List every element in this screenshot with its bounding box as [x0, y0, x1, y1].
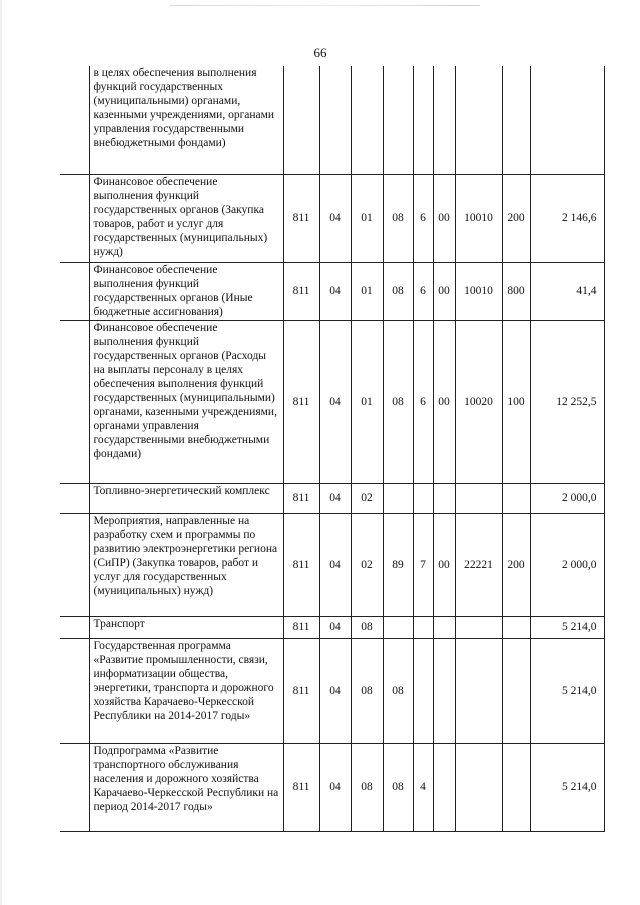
- row-description: Финансовое обеспечение выполнения функций государственных органов (Расходы на выплаты персоналу в целях обеспечения выполнения функций государственных (муниципальными) органами, казенными учреждениями, органами управления государственными внебюджетными фондами): [89, 320, 283, 483]
- amount: 2 146,6: [530, 174, 604, 262]
- amount: 2 000,0: [530, 483, 604, 513]
- expense-type-code: [502, 743, 530, 831]
- program-code: [383, 483, 413, 513]
- ministry-code: 811: [283, 174, 319, 262]
- subprogram-code: [413, 638, 433, 743]
- row-number-cell: [60, 743, 89, 831]
- table-row: [60, 483, 604, 513]
- expense-type-code: 200: [502, 513, 530, 616]
- row-number-cell: [60, 174, 89, 262]
- table-row: [60, 743, 604, 831]
- subsection-code: 08: [351, 616, 383, 638]
- table-row: [60, 320, 604, 483]
- subsection-code: 02: [351, 483, 383, 513]
- ministry-code: 811: [283, 743, 319, 831]
- section-code: [319, 66, 351, 174]
- table-row: [60, 262, 604, 320]
- program-code: [383, 66, 413, 174]
- expense-type-code: 200: [502, 174, 530, 262]
- section-code: 04: [319, 262, 351, 320]
- event-code: 00: [433, 513, 455, 616]
- direction-code: 10020: [455, 320, 502, 483]
- ministry-code: 811: [283, 320, 319, 483]
- direction-code: [455, 483, 502, 513]
- subsection-code: 01: [351, 320, 383, 483]
- subprogram-code: [413, 483, 433, 513]
- event-code: 00: [433, 174, 455, 262]
- ministry-code: 811: [283, 262, 319, 320]
- direction-code: 22221: [455, 513, 502, 616]
- row-description: Государственная программа «Развитие промышленности, связи, информатизации общества, энергетики, транспорта и дорожного хозяйства Карачаево-Черкесской Республики на 2014-2017 годы»: [89, 638, 283, 743]
- subprogram-code: 6: [413, 262, 433, 320]
- event-code: 00: [433, 262, 455, 320]
- subsection-code: 02: [351, 513, 383, 616]
- subprogram-code: [413, 66, 433, 174]
- event-code: [433, 66, 455, 174]
- section-code: 04: [319, 320, 351, 483]
- ministry-code: 811: [283, 616, 319, 638]
- program-code: 08: [383, 638, 413, 743]
- program-code: 89: [383, 513, 413, 616]
- program-code: 08: [383, 174, 413, 262]
- event-code: 00: [433, 320, 455, 483]
- row-description: в целях обеспечения выполнения функций государственных (муниципальными) органами, казенными учреждениями, органами управления государственными внебюджетными фондами): [89, 66, 283, 174]
- amount: 2 000,0: [530, 513, 604, 616]
- table-row: [60, 638, 604, 743]
- ministry-code: [283, 66, 319, 174]
- section-code: 04: [319, 638, 351, 743]
- expense-type-code: [502, 638, 530, 743]
- row-number-cell: [60, 320, 89, 483]
- event-code: [433, 483, 455, 513]
- section-code: 04: [319, 616, 351, 638]
- row-number-cell: [60, 513, 89, 616]
- row-number-cell: [60, 616, 89, 638]
- subsection-code: 01: [351, 174, 383, 262]
- expense-type-code: [502, 616, 530, 638]
- row-description: Топливно-энергетический комплекс: [89, 483, 283, 513]
- event-code: [433, 638, 455, 743]
- direction-code: [455, 616, 502, 638]
- table-row: [60, 513, 604, 616]
- amount: 5 214,0: [530, 743, 604, 831]
- table-row: [60, 174, 604, 262]
- subprogram-code: 4: [413, 743, 433, 831]
- subsection-code: 08: [351, 743, 383, 831]
- section-code: 04: [319, 513, 351, 616]
- amount: 5 214,0: [530, 616, 604, 638]
- subsection-code: 08: [351, 638, 383, 743]
- row-number-cell: [60, 483, 89, 513]
- row-description: Транспорт: [89, 616, 283, 638]
- program-code: 08: [383, 320, 413, 483]
- subsection-code: [351, 66, 383, 174]
- amount: 5 214,0: [530, 638, 604, 743]
- subprogram-code: 7: [413, 513, 433, 616]
- ministry-code: 811: [283, 513, 319, 616]
- section-code: 04: [319, 743, 351, 831]
- row-description: Мероприятия, направленные на разработку схем и программы по развитию электроэнергетики региона (СиПР) (Закупка товаров, работ и услуг для государственных (муниципальных) нужд): [89, 513, 283, 616]
- budget-table: [60, 66, 605, 832]
- scan-artifact-line: [170, 5, 480, 6]
- event-code: [433, 743, 455, 831]
- expense-type-code: [502, 66, 530, 174]
- subprogram-code: 6: [413, 320, 433, 483]
- expense-type-code: 800: [502, 262, 530, 320]
- program-code: [383, 616, 413, 638]
- ministry-code: 811: [283, 483, 319, 513]
- section-code: 04: [319, 174, 351, 262]
- page-number: 66: [313, 45, 327, 60]
- subprogram-code: [413, 616, 433, 638]
- row-description: Финансовое обеспечение выполнения функций государственных органов (Иные бюджетные ассигнования): [89, 262, 283, 320]
- row-number-cell: [60, 66, 89, 174]
- direction-code: [455, 66, 502, 174]
- event-code: [433, 616, 455, 638]
- direction-code: [455, 638, 502, 743]
- table-row: [60, 616, 604, 638]
- expense-type-code: [502, 483, 530, 513]
- program-code: 08: [383, 743, 413, 831]
- row-description: Подпрограмма «Развитие транспортного обслуживания населения и дорожного хозяйства Карачаево-Черкесской Республики на период 2014-2017 годы»: [89, 743, 283, 831]
- ministry-code: 811: [283, 638, 319, 743]
- direction-code: 10010: [455, 262, 502, 320]
- table-row: [60, 66, 604, 174]
- amount: 41,4: [530, 262, 604, 320]
- row-number-cell: [60, 638, 89, 743]
- amount: [530, 66, 604, 174]
- scan-edge: [0, 0, 2, 905]
- direction-code: [455, 743, 502, 831]
- row-description: Финансовое обеспечение выполнения функций государственных органов (Закупка товаров, работ и услуг для государственных (муниципальных) нужд): [89, 174, 283, 262]
- subsection-code: 01: [351, 262, 383, 320]
- section-code: 04: [319, 483, 351, 513]
- row-number-cell: [60, 262, 89, 320]
- amount: 12 252,5: [530, 320, 604, 483]
- subprogram-code: 6: [413, 174, 433, 262]
- expense-type-code: 100: [502, 320, 530, 483]
- program-code: 08: [383, 262, 413, 320]
- direction-code: 10010: [455, 174, 502, 262]
